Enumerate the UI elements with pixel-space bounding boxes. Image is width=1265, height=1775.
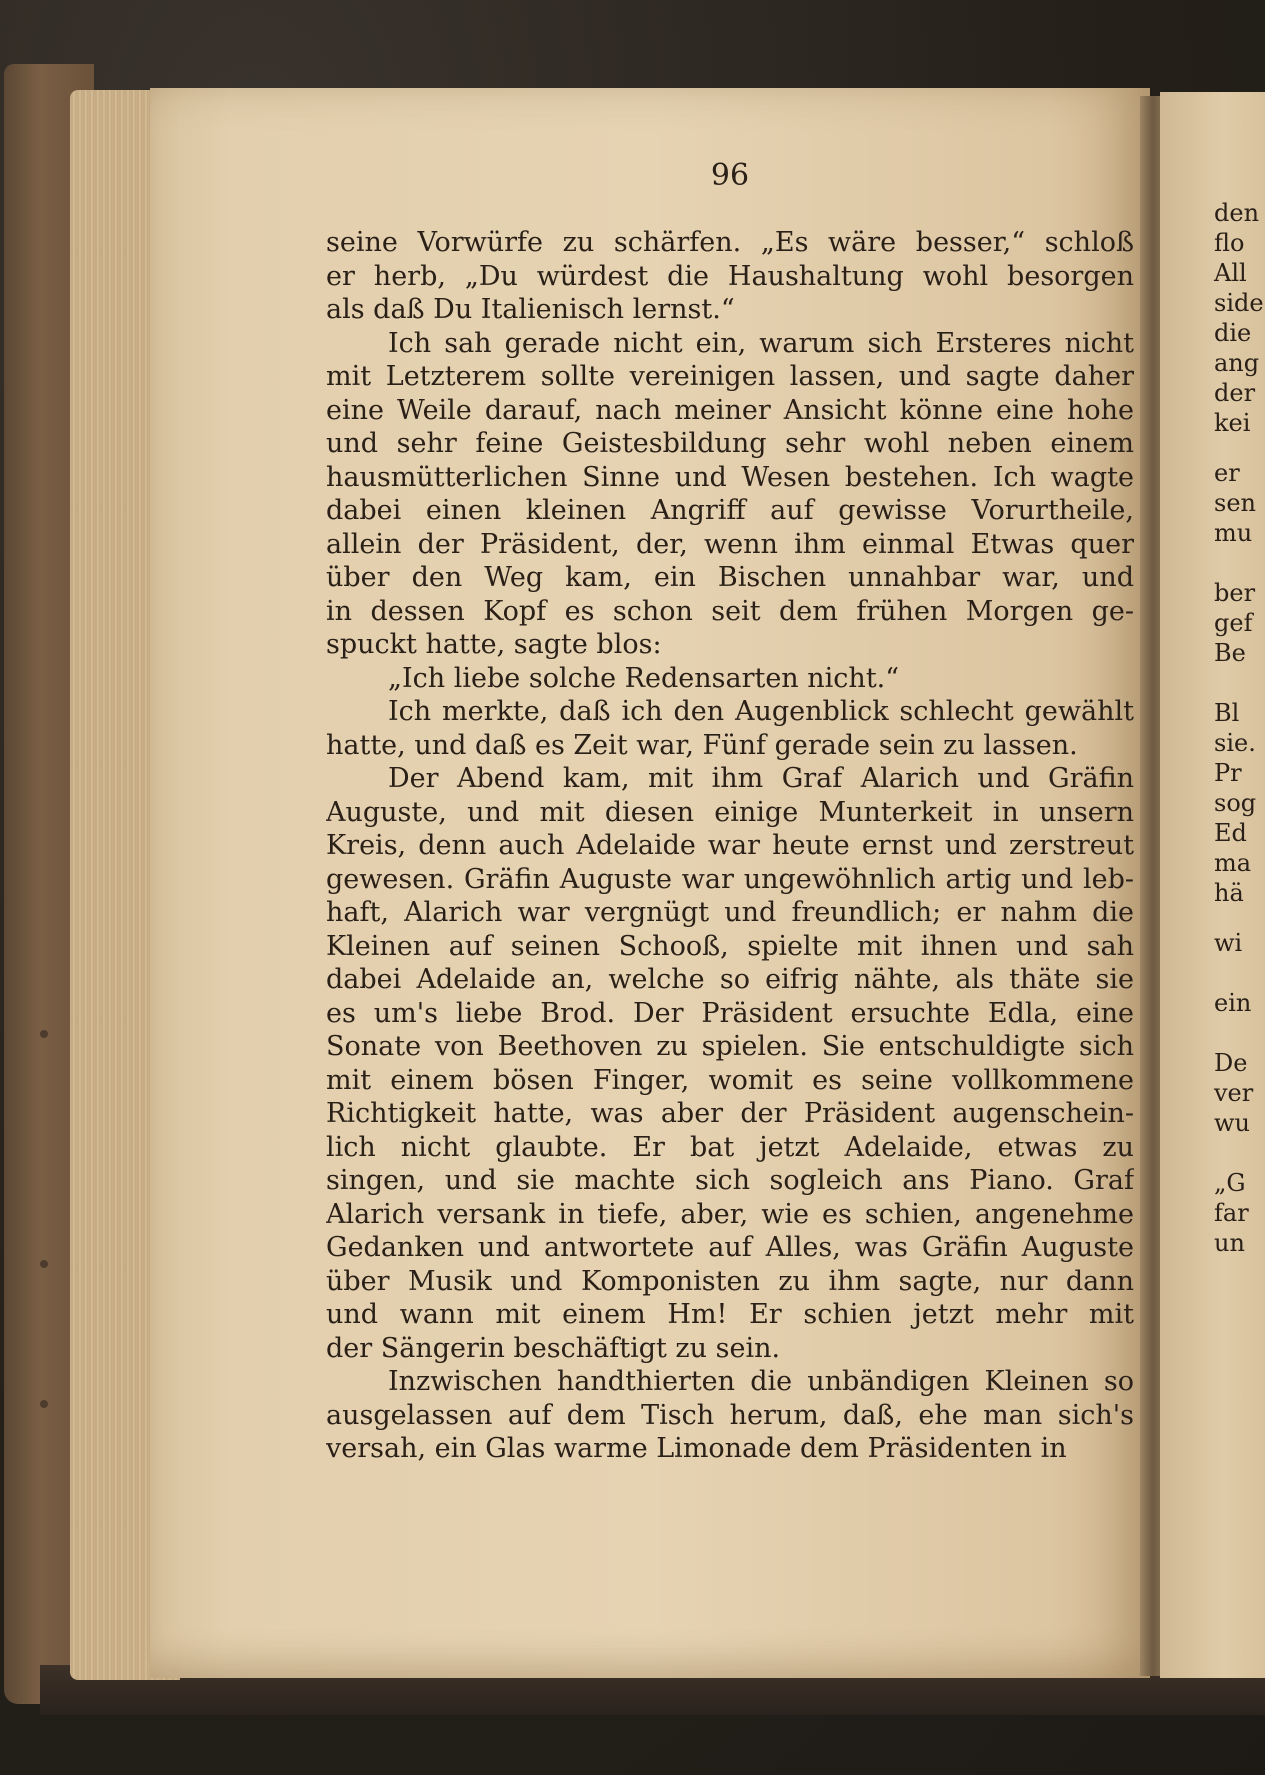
text-line: als daß Du Italienisch lernst.“ bbox=[326, 294, 735, 325]
text-line: und wann mit einem Hm! Er schien jetzt mehr mit bbox=[326, 1299, 1134, 1330]
text-line: singen, und sie machte sich sogleich ans Piano. Graf bbox=[326, 1165, 1134, 1196]
facing-page-line: wi bbox=[1214, 929, 1243, 957]
text-line: Gedanken und antwortete auf Alles, was Gräfin Auguste bbox=[326, 1232, 1134, 1263]
text-line: Ich merkte, daß ich den Augenblick schlecht gewählt bbox=[388, 696, 1134, 727]
text-line: mit einem bösen Finger, womit es seine vollkommene bbox=[326, 1064, 1134, 1096]
facing-page-line: Ed bbox=[1214, 819, 1247, 847]
facing-page-line: far bbox=[1214, 1199, 1249, 1227]
text-line: ausgelassen auf dem Tisch herum, daß, ehe man sich's bbox=[326, 1399, 1134, 1431]
facing-page-line: wu bbox=[1214, 1109, 1250, 1137]
text-line: Kreis, denn auch Adelaide war heute ernst und zerstreut bbox=[326, 830, 1134, 861]
facing-page-line: mu bbox=[1214, 519, 1253, 547]
text-line: eine Weile darauf, nach meiner Ansicht könne eine hohe bbox=[326, 394, 1134, 426]
facing-page-line: er bbox=[1214, 459, 1240, 487]
edge-mark bbox=[40, 1260, 48, 1268]
text-line: allein der Präsident, der, wenn ihm einmal Etwas quer bbox=[326, 528, 1134, 560]
facing-page-line: der bbox=[1214, 379, 1256, 407]
body-text bbox=[326, 226, 1134, 1466]
text-line: dabei Adelaide an, welche so eifrig nähte, als thäte sie bbox=[326, 964, 1134, 995]
text-line: über den Weg kam, ein Bischen unnahbar war, und bbox=[326, 562, 1134, 593]
facing-page-line: gef bbox=[1214, 609, 1253, 637]
edge-mark bbox=[40, 1400, 48, 1408]
edge-mark bbox=[40, 1030, 48, 1038]
facing-page-line: Bl bbox=[1214, 699, 1240, 727]
facing-page-line: ang bbox=[1214, 349, 1260, 377]
text-line: er herb, „Du würdest die Haushaltung wohl besorgen bbox=[326, 260, 1134, 292]
text-line: hatte, und daß es Zeit war, Fünf gerade sein zu lassen. bbox=[326, 729, 1078, 761]
text-line: Ich sah gerade nicht ein, warum sich Ersteres nicht bbox=[388, 327, 1134, 359]
facing-page-line: De bbox=[1214, 1049, 1248, 1077]
text-line: Sonate von Beethoven zu spielen. Sie entschuldigte sich bbox=[326, 1031, 1134, 1062]
text-line: der Sängerin beschäftigt zu sein. bbox=[326, 1332, 781, 1364]
text-line: gewesen. Gräfin Auguste war ungewöhnlich artig und leb- bbox=[326, 863, 1134, 895]
text-line: mit Letzterem sollte vereinigen lassen, und sagte daher bbox=[326, 361, 1134, 392]
facing-page-line: ber bbox=[1214, 579, 1256, 607]
text-line: „Ich liebe solche Redensarten nicht.“ bbox=[388, 662, 900, 694]
facing-page-line: flo bbox=[1214, 229, 1245, 257]
text-line: Auguste, und mit diesen einige Munterkeit in unsern bbox=[326, 796, 1134, 828]
facing-page-line: sog bbox=[1214, 789, 1257, 817]
text-line: Alarich versank in tiefe, aber, wie es schien, angenehme bbox=[326, 1198, 1134, 1230]
facing-page-line: ein bbox=[1214, 989, 1252, 1017]
facing-page-line: un bbox=[1214, 1229, 1245, 1257]
facing-page-line: All bbox=[1214, 259, 1247, 287]
text-line: hausmütterlichen Sinne und Wesen bestehen. Ich wagte bbox=[326, 461, 1134, 493]
text-line: dabei einen kleinen Angriff auf gewisse Vorurtheile, bbox=[326, 495, 1134, 526]
text-line: es um's liebe Brod. Der Präsident ersuchte Edla, eine bbox=[326, 997, 1134, 1029]
facing-page-line: kei bbox=[1214, 409, 1251, 437]
facing-page-line: Be bbox=[1214, 639, 1246, 667]
text-line: versah, ein Glas warme Limonade dem Präsidenten in bbox=[326, 1433, 1067, 1464]
text-line: Richtigkeit hatte, was aber der Präsident augenschein- bbox=[326, 1098, 1134, 1129]
text-line: lich nicht glaubte. Er bat jetzt Adelaide, etwas zu bbox=[326, 1131, 1134, 1163]
text-line: über Musik und Komponisten zu ihm sagte, nur dann bbox=[326, 1265, 1134, 1297]
facing-page-line: side bbox=[1214, 289, 1264, 317]
facing-page-line: den bbox=[1214, 199, 1260, 227]
page-number: 96 bbox=[710, 158, 750, 193]
facing-page-line: hä bbox=[1214, 879, 1244, 907]
text-line: haft, Alarich war vergnügt und freundlich; er nahm die bbox=[326, 897, 1134, 928]
facing-page-line: sen bbox=[1214, 489, 1256, 517]
text-line: in dessen Kopf es schon seit dem frühen Morgen ge- bbox=[326, 595, 1134, 627]
facing-page-line: die bbox=[1214, 319, 1252, 347]
facing-page-line: Pr bbox=[1214, 759, 1242, 787]
facing-page-fragment bbox=[1160, 92, 1265, 1678]
text-line: Kleinen auf seinen Schooß, spielte mit ihnen und sah bbox=[326, 930, 1134, 962]
facing-page-line: ma bbox=[1214, 849, 1252, 877]
text-line: und sehr feine Geistesbildung sehr wohl neben einem bbox=[326, 428, 1134, 459]
facing-page-line: ver bbox=[1214, 1079, 1254, 1107]
text-line: Der Abend kam, mit ihm Graf Alarich und Gräfin bbox=[388, 763, 1134, 794]
facing-page-line: sie. bbox=[1214, 729, 1256, 757]
facing-page-line: „G bbox=[1214, 1169, 1246, 1197]
text-line: seine Vorwürfe zu schärfen. „Es wäre besser,“ schloß bbox=[326, 227, 1134, 258]
text-line: Inzwischen handthierten die unbändigen Kleinen so bbox=[388, 1366, 1134, 1397]
text-line: spuckt hatte, sagte blos: bbox=[326, 629, 662, 660]
